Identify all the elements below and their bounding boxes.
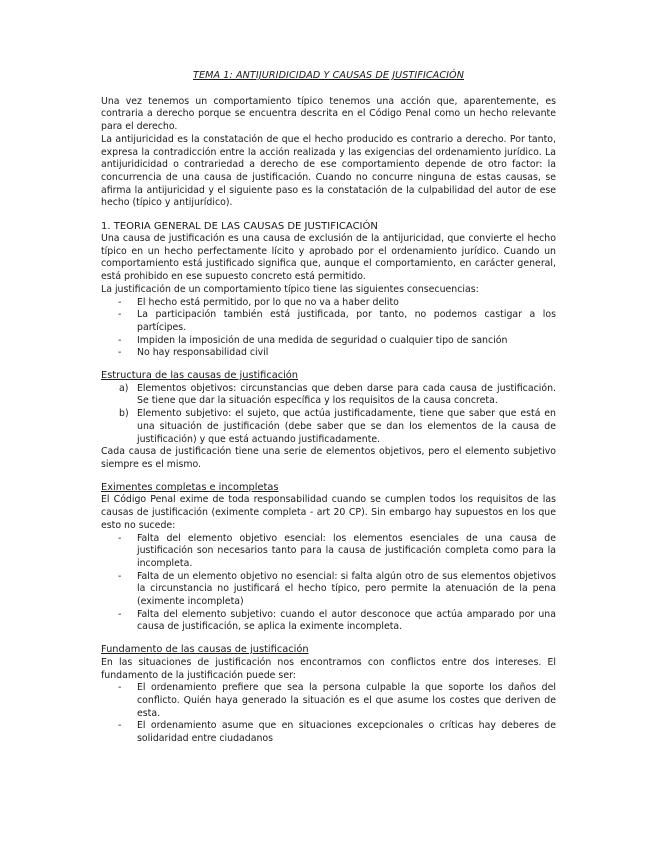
fundamento-heading: Fundamento de las causas de justificación: [101, 644, 309, 656]
section-1-heading: 1. TEORIA GENERAL DE LAS CAUSAS DE JUSTIFICACIÓN: [101, 221, 378, 233]
list-item: - El ordenamiento prefiere que sea la persona culpable la que soporte los daños del conflicto. Quién haya generado la situación es el que asume los costes que deriven de esta.: [118, 682, 556, 719]
fundamento-intro: En las situaciones de justificación nos encontramos con conflictos entre dos intereses. El fundamento de la justificación puede ser:: [101, 656, 556, 681]
list-item: - No hay responsabilidad civil: [118, 347, 269, 359]
list-item: - Impiden la imposición de una medida de seguridad o cualquier tipo de sanción: [118, 334, 508, 346]
list-item: - Falta del elemento subjetivo: cuando el autor desconoce que actúa amparado por una causa de justificación, se aplica la eximente incompleta.: [118, 608, 556, 633]
list-item: b) Elemento subjetivo: el sujeto, que actúa justificadamente, tiene que saber que está en una situación de justificación (debe saber que se dan los elementos de la causa de justificación) y que está actuando justificadamente.: [119, 408, 556, 445]
list-item: - El hecho está permitido, por lo que no va a haber delito: [118, 296, 399, 308]
eximentes-heading: Eximentes completas e incompletas: [101, 481, 279, 493]
list-item: a) Elementos objetivos: circunstancias que deben darse para cada causa de justificación. Se tiene que dar la situación específica y los requisitos de la causa concreta.: [119, 382, 556, 407]
section-1-paragraph-1: Una causa de justificación es una causa de exclusión de la antijuricidad, que convierte el hecho típico en un hecho perfectamente lícito y aprobado por el ordenamiento jurídico. Cuando un comportamiento está justificado significa que, aunque el comportamiento, en carácter general, está prohibido en ese supuesto concreto está permitido.: [101, 233, 556, 283]
estructura-closing: Cada causa de justificación tiene una serie de elementos objetivos, pero el elemento subjetivo siempre es el mismo.: [101, 446, 556, 470]
eximentes-list: [101, 533, 556, 635]
eximentes-intro: El Código Penal exime de toda responsabilidad cuando se cumplen todos los requisitos de las causas de justificación (eximente completa - art 20 CP). Sin embargo hay supuestos en los que esto no sucede:: [101, 494, 556, 531]
document-title: TEMA 1: ANTIJURIDICIDAD Y CAUSAS DE JUSTIFICACIÓN: [193, 70, 464, 81]
intro-paragraph-1: Una vez tenemos un comportamiento típico tenemos una acción que, aparentemente, es contraria a derecho porque se encuentra descrita en el Código Penal como un hecho relevante para el derecho.: [101, 95, 556, 133]
estructura-list: [101, 383, 556, 447]
consequences-list: [101, 297, 556, 361]
list-item: - Falta de un elemento objetivo no esencial: si falta algún otro de sus elementos objetivos la circunstancia no justificará el hecho típico, pero permite la atenuación de la pena (eximente incompleta): [118, 570, 556, 608]
fundamento-list: [101, 682, 556, 746]
intro-paragraph-2: La antijuricidad es la constatación de que el hecho producido es contrario a derecho. Por tanto, expresa la contradicción entre la acción realizada y las exigencias del ordenamiento jurídico. La antijuridicidad o contrariedad a derecho de ese comportamiento depende de otro factor: la concurrencia de una causa de justificación. Cuando no concurre ninguna de estas causas, se afirma la antijuricidad y el siguiente paso es la constatación de la culpabilidad del autor de ese hecho (típico y antijurídico).: [101, 133, 556, 209]
list-item: - El ordenamiento asume que en situaciones excepcionales o críticas hay deberes de solidaridad entre ciudadanos: [118, 720, 556, 745]
list-item: - Falta del elemento objetivo esencial: los elementos esenciales de una causa de justificación son necesarios tanto para la causa de justificación completa como para la incompleta.: [118, 532, 556, 569]
estructura-heading: Estructura de las causas de justificación: [101, 370, 299, 382]
list-item: - La participación también está justificada, por tanto, no podemos castigar a los partícipes.: [118, 309, 556, 333]
section-1-paragraph-2: La justificación de un comportamiento típico tiene las siguientes consecuencias:: [101, 283, 479, 295]
